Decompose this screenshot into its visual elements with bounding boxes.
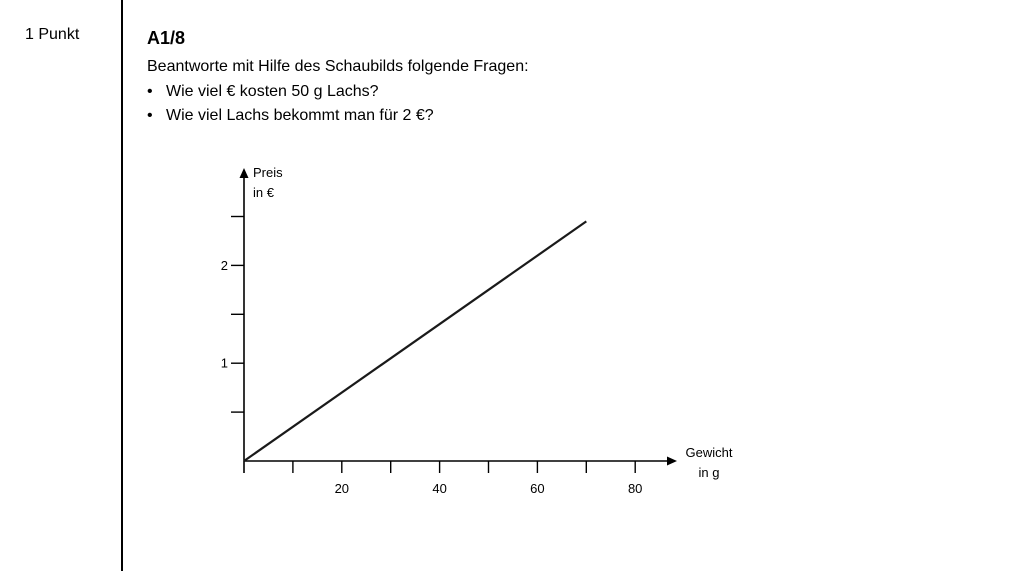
x-ticks — [293, 461, 643, 496]
y-axis-arrow-icon — [240, 168, 249, 178]
x-axis-label — [686, 445, 733, 480]
y-ticks — [221, 217, 244, 413]
bullet-icon: • — [147, 107, 153, 124]
series-group — [244, 221, 586, 461]
points-label: 1 Punkt — [25, 26, 80, 43]
axis-labels — [253, 165, 733, 480]
x-axis-label-line: Gewicht — [685, 445, 733, 460]
question-text: Wie viel € kosten 50 g Lachs? — [166, 83, 379, 100]
x-tick-label: 40 — [432, 481, 447, 496]
series-line — [244, 221, 586, 461]
y-tick-label: 1 — [220, 355, 228, 371]
question-text: Wie viel Lachs bekommt man für 2 €? — [166, 107, 434, 124]
y-tick-label: 2 — [220, 257, 228, 273]
y-axis-label-line: in € — [253, 185, 274, 200]
x-axis — [244, 457, 677, 466]
x-tick-label: 80 — [627, 481, 643, 496]
x-axis-label-line: in g — [698, 465, 720, 480]
x-tick-label: 20 — [334, 481, 350, 496]
task-id: A1/8 — [147, 28, 186, 48]
task-intro: Beantworte mit Hilfe des Schaubilds folgende Fragen: — [147, 58, 529, 75]
y-axis-label-line: Preis — [253, 165, 283, 180]
bullet-icon: • — [147, 83, 153, 100]
x-axis-arrow-icon — [667, 457, 677, 466]
x-tick-label: 60 — [530, 481, 545, 496]
y-axis — [240, 168, 249, 473]
y-axis-label — [253, 165, 283, 200]
